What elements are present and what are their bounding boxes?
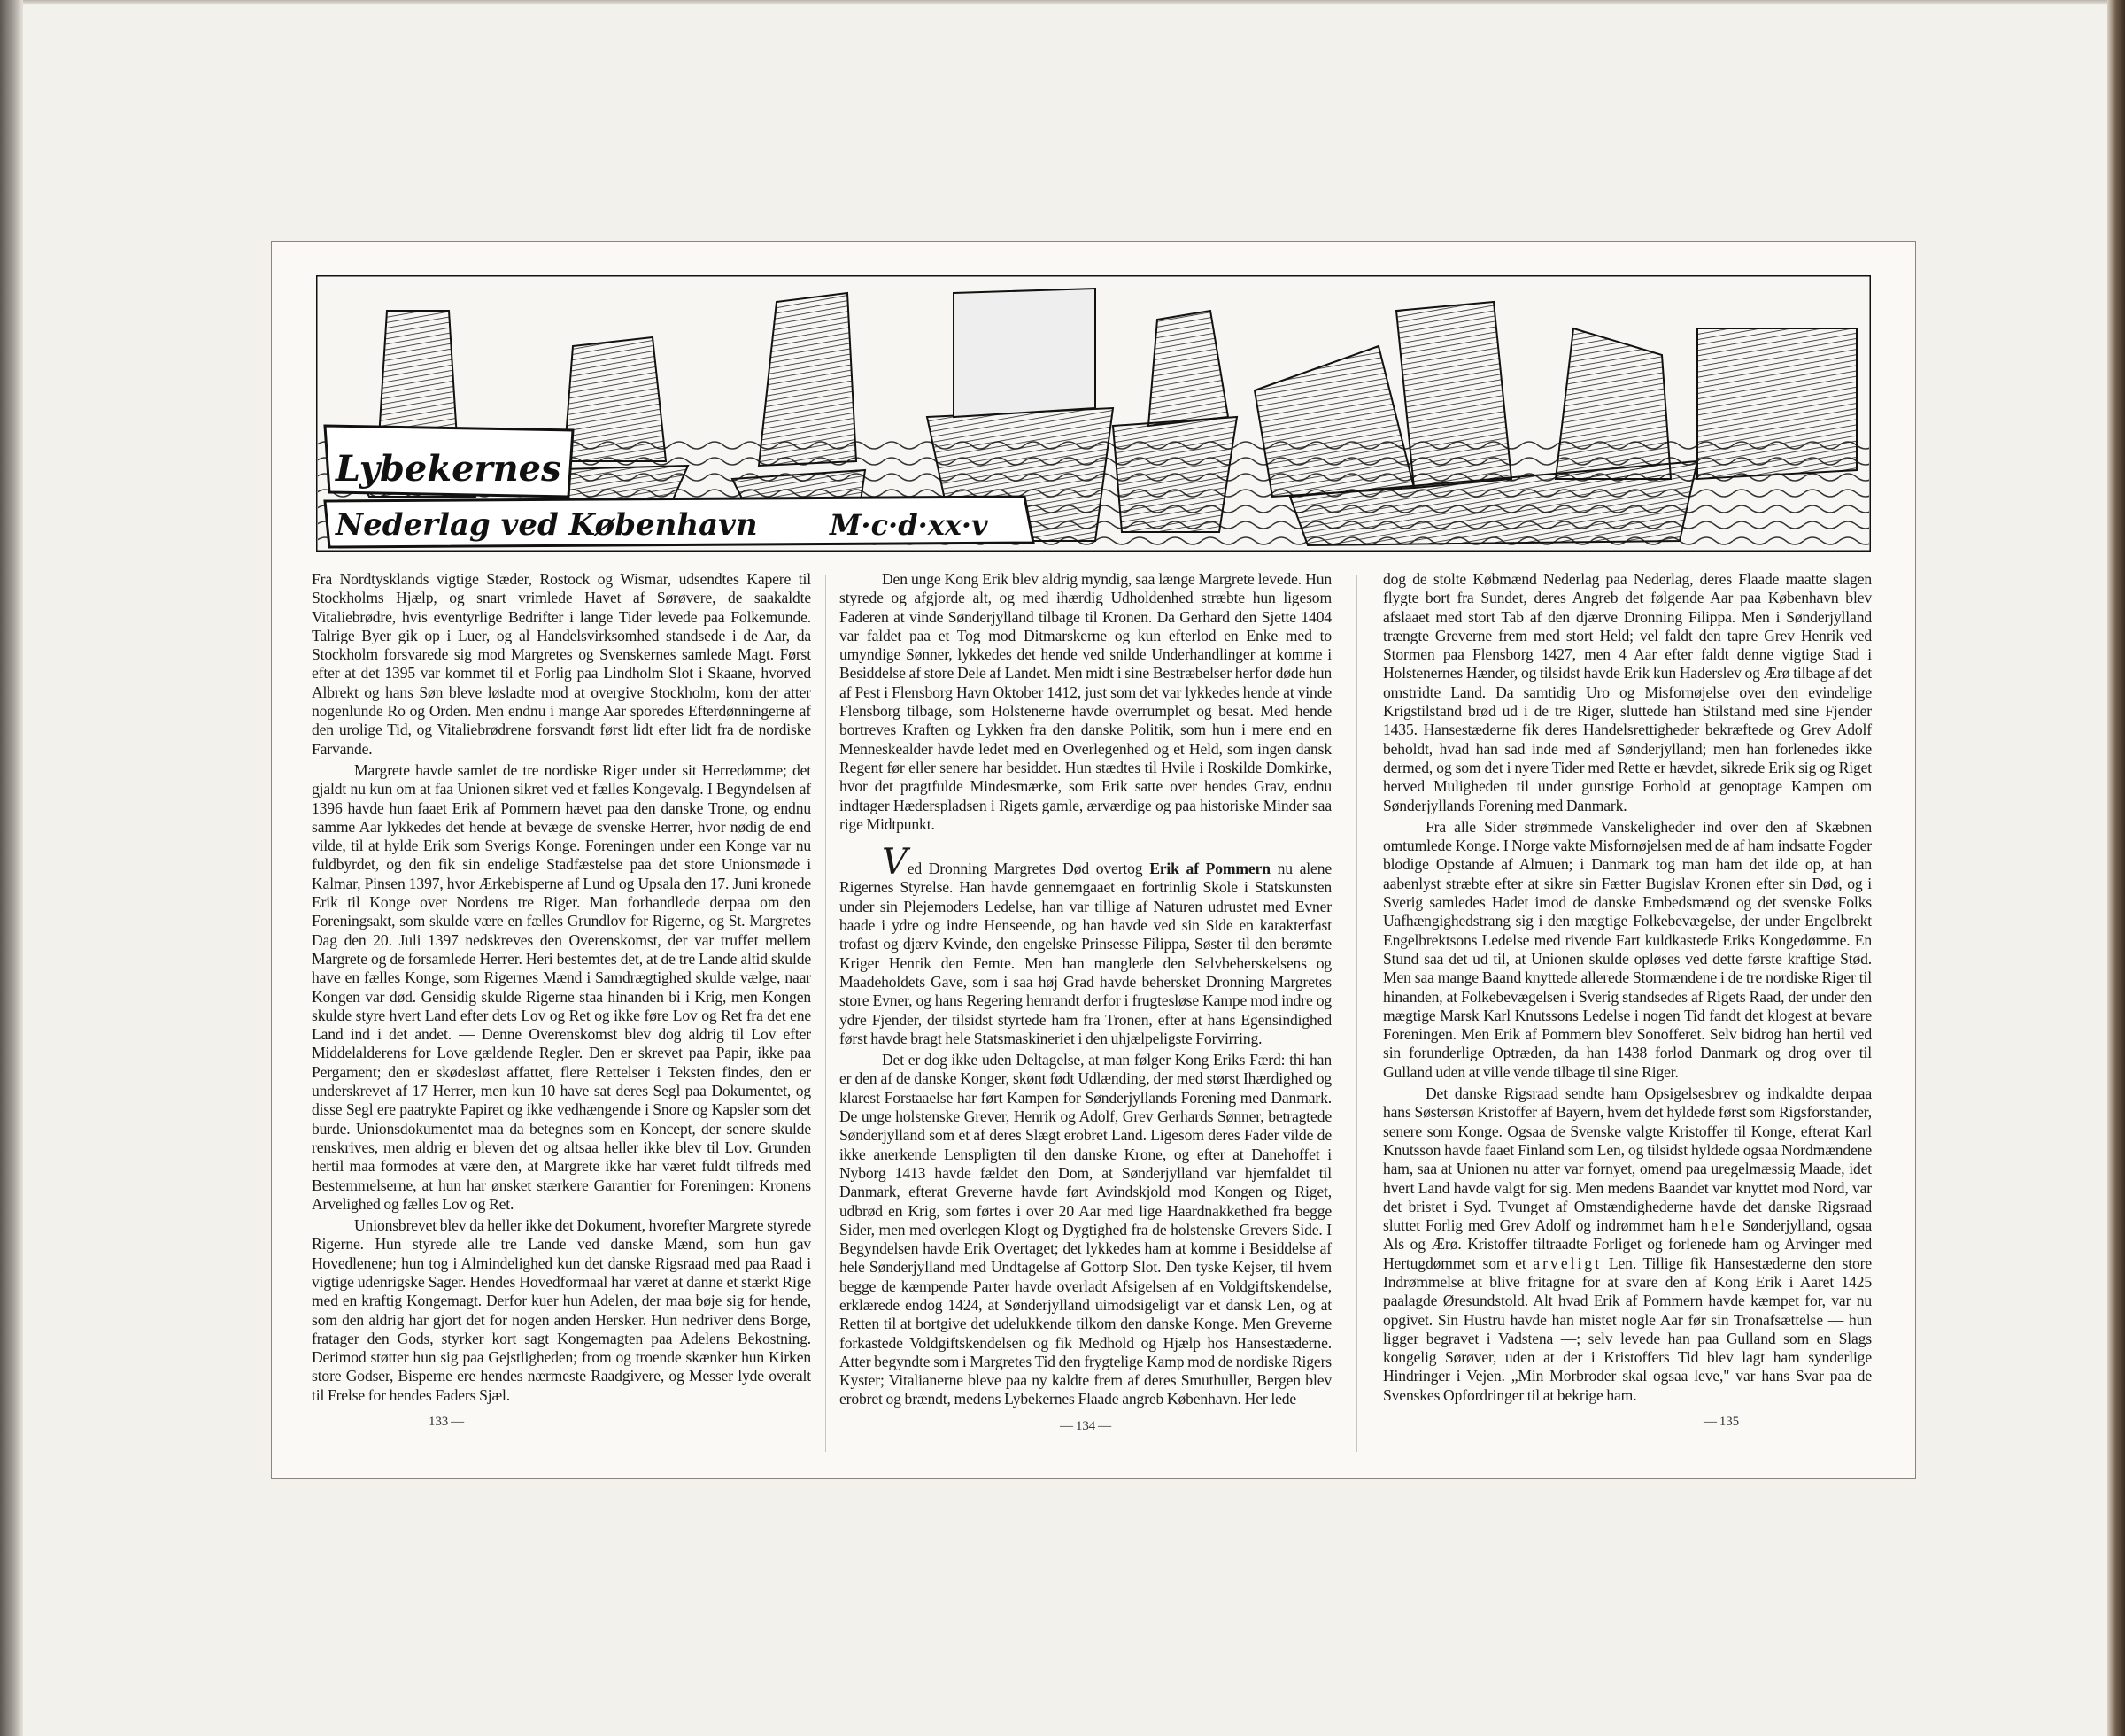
paragraph (1383, 1084, 1872, 1405)
section-name: Erik af Pommern (1149, 860, 1271, 878)
paragraph: Margrete havde samlet de tre nordiske Riger under sit Herredømme; det gjaldt nu kun om at faa Unionen sikret ved et fælles Kongevalg. I Begyndelsen af 1396 havde hun faaet Erik af Pommern hævet paa den danske Trone, og endnu samme Aar lykkedes det hende at bevæge de svenske Herrer, hvor nødig de end vilde, til at hylde Erik som Sverigs Konge. Foreningen under een Konge var nu fuldbyrdet, og den fik sin endelige Stadfæstelse paa det store Unionsmøde i Kalmar, Pinsen 1397, hvor Ærkebisperne af Lund og Upsala den 17. Juni kronede Erik til Konge over Nordens tre Riger. Man forhandlede derpaa om den Foreningsakt, som skulde være en fælles Grundlov for Rigerne, og St. Margretes Dag den 20. Juli 1397 nedskreves den Overenskomst, der var truffet mellem Margrete og de forsamlede Herrer. Heri bestemtes det, at de tre Lande altid skulde have en fælles Konge, som Rigernes Mænd i Samdrægtighed skulde vælge, naar Kongen var død. Gensidig skulde Rigerne staa hinanden bi i Krig, men Kongen skulde styre hvert Land efter dets Lov og Ret og ikke føre Lov og Ret fra det ene Land ind i det andet. — Denne Overenskomst blev dog aldrig til Lov efter Middelalderens for Love gældende Regler. Den er skrevet paa Papir, ikke paa Pergament; den er skødesløst affattet, flere Rettelser i Teksten findes, den er underskrevet af 17 Herrer, men kun 10 have sat deres Segl paa Dokumentet, og disse Segl ere paatrykte Papiret og ikke vedhængende i Snore og Kapsler som det burde. Unionsdokumentet maa da betegnes som en Koncept, der senere skulde renskrives, men aldrig er bleven det og altsaa heller ikke blev til Lov. Grunden hertil maa formodes at være den, at Margrete ikke har været fuldt tilfreds med Bestemmelserne, at hun har ønsket stærkere Garantier for Foreningen: Kronens Arvelighed og fælles Lov og Ret. (312, 760, 811, 1213)
section-paragraph (839, 842, 1332, 1048)
emphasis: arveligt (1533, 1254, 1603, 1272)
text: Sønderjylland, ogsaa Als og Ærø. Kristoffer tiltraadte Forliget og forlenede ham og Arvinger med Hertugdømmet som et (1383, 1216, 1872, 1272)
section-lead: ed Dronning Margretes Død overtog (907, 860, 1150, 878)
page-top-edge (23, 0, 2107, 5)
banner-title-line1: Lybekernes (336, 448, 561, 490)
text-column-1 (312, 570, 811, 1430)
banner-year: M·c·d·xx·v (830, 508, 988, 542)
paragraph: Unionsbrevet blev da heller ikke det Dokument, hvorefter Margrete styrede Rigerne. Hun styrede alle tre Lande ved danske Mænd, som hun gav Hovedlenene; hun tog i Almindelighed kun det danske Rigsraad med paa Raad i vigtige udenrigske Sager. Hendes Hovedformaal har været at danne et stærkt Rige med en kraftig Kongemagt. Derfor kuer hun Adelen, der maa bøje sig for hende, som den aldrig har gjort det for nogen anden Hersker. Hun nedriver dens Borge, fratager den Gods, styrker kort sagt Kongemagten paa Adelens Bekostning. Derimod støtter hun sig paa Gejstligheden; from og troende skænker hun Kirken store Godser, Bisperne ere hendes nærmeste Raadgivere, og Messer lyde overalt til Frelse for hendes Faders Sjæl. (312, 1216, 811, 1404)
banner-title-line2: Nederlag ved København (336, 507, 758, 543)
paragraph: Den unge Kong Erik blev aldrig myndig, saa længe Margrete levede. Hun styrede og afgjorde alt, og med ihærdig Udholdenhed stræbte hun ligesom Faderen at vinde Sønderjylland tilbage til Kronen. Da Gerhard den Sjette 1404 var faldet paa et Tog mod Ditmarskerne og kun efterlod en Enke med to umyndige Sønner, lykkedes det hende ved snilde Underhandlinger at komme i Besiddelse af store Dele af Landet. Men midt i sine Bestræbelser herfor døde hun af Pest i Flensborg Havn Oktober 1412, just som det var lykkedes hende at vinde Flensborg tilbage, som Holstenerne havde overrumplet og besat. Med hende bortreves Kraften og Lykken fra den danske Politik, som hun i mere end en Menneskealder havde ledet med en Overlegenhed og et Held, som ingen dansk Regent før eller senere har besiddet. Hun stædtes til Hvile i Roskilde Domkirke, hvor det pragtfulde Mindesmærke, som Erik satte over hendes Grav, endnu indtager Hæderspladsen i Rigets gamle, ærværdige og paa historiske Minder saa rige Midtpunkt. (839, 570, 1332, 833)
section-text: nu alene Rigernes Styrelse. Han havde gennemgaaet en fortrinlig Skole i Statskunsten under sin Plejemoders Ledelse, han var tillige af Naturen udrustet med Evner baade i ydre og indre Henseende, og han havde ved sin Side en karakterfast trofast og djærv Kvinde, den engelske Prinsesse Filippa, Søster til den berømte Kriger Henrik den Femte. Men han manglede den Selvbeherskelsens og Maadeholdets Gave, som i saa høj Grad havde behersket Dronning Margretes store Evner, og hans Regering henrandt derfor i frugtesløse Kampe mod indre og ydre Fjender, der tilsidst styrtede ham fra Tronen, efter at hans Egensindighed først havde bragt hele Statsmaskineriet i den uhjælpeligste Forvirring. (839, 860, 1332, 1047)
drop-initial: V (882, 842, 908, 883)
page-number-135: — 135 (1703, 1415, 1739, 1430)
book-binding-right (2107, 0, 2125, 1736)
text: Len. Tillige fik Hansestæderne den store Indrømmelse at blive fritagne for at svare den af Kong Erik i Aaret 1425 paalagde Øresundstold. Alt hvad Erik af Pommern havde kæmpet for, var nu opgivet. Sin Hustru havde han mistet nogle Aar før sin Tronafsættelse — hun ligger begravet i Vadstena —; selv levede han paa Gulland som en Slags kongelig Sørøver, uden at der i Kristoffers Tid blev lagt ham synderlige Hindringer i Vejen. „Min Morbroder skal ogsaa leve," var hans Svar paa de Svenskes Opfordringer til at bekrige ham. (1383, 1254, 1872, 1404)
book-binding-left (0, 0, 23, 1736)
page-number-134: — 134 — (1060, 1418, 1111, 1433)
page-number-133: 133 — (429, 1415, 465, 1430)
paragraph: Fra alle Sider strømmede Vanskeligheder ind over den af Skæbnen omtumlede Konge. I Norge vakte Misfornøjelsen med de af ham indsatte Fogder blodige Opstande af Almuen; i Danmark tog man ham det ilde op, at han aabenlyst stræbte efter at sikre sin Fætter Bugislav Kronen efter sin Død, og i Sverig samledes Hadet imod de danske Embedsmænd og det svenske Folks Uafhængighedstrang sig i den mægtige Folkebevægelse, der under Engelbrekt Engelbrektsons Ledelse med rivende Fart kuldkastede Eriks Kongedømme. En Stund saa det ud til, at Unionen skulde opløses ved dette første kraftige Stød. Men saa mange Baand knyttede allerede Stormændene i de tre nordiske Riger til hinanden, at Folkebevægelsen i Sverig standsedes af Rigets Raad, der under den mægtige Marsk Karl Knutssons Ledelse i nogen Tid fandt det klogest at bevare Foreningen. Men Erik af Pommern blev Sonofferet. Selv bidrog han hertil ved sin forunderlige Optræden, da han 1438 forlod Danmark og drog over til Gulland uden at ville vende tilbage til sine Riger. (1383, 817, 1872, 1081)
emphasis: hele (1700, 1216, 1737, 1235)
paragraph: dog de stolte Købmænd Nederlag paa Nederlag, deres Flaade maatte slagen flygte bort fra Sundet, deres Angreb det følgende Aar paa København blev afslaaet med stort Tab af den djærve Dronning Filippa. Men i Sønderjylland trængte Greverne frem med stort Held; vel faldt den tapre Grev Henrik ved Stormen paa Flensborg 1427, men 4 Aar efter faldt denne vigtige Stad i Holstenernes Hænder, og tilsidst havde Erik kun Haderslev og Ærø tilbage af det omstridte Land. Da samtidig Uro og Misfornøjelse over den evindelige Krigstilstand brød ud i de tre Riger, sluttede han Stilstand med sine Fjender 1435. Hansestæderne fik deres Handelsrettigheder bekræftede og Grev Adolf beholdt, hvad han sad inde med af Sønderjylland; men han forlenedes ikke dermed, og som det i nyere Tider med Rette er hævdet, sikrede Erik sig og Riget herved Muligheden til under gunstige Forhold at genoptage Kampen om Sønderjyllands Forening med Danmark. (1383, 570, 1872, 814)
column-divider (1356, 575, 1357, 1452)
naval-battle-illustration (316, 275, 1871, 552)
text: Det danske Rigsraad sendte ham Opsigelsesbrev og indkaldte derpaa hans Søstersøn Kristoffer af Bayern, hvem det hyldede først som Rigsforstander, senere som Konge. Ogsaa de Svenske valgte Kristoffer til Konge, efterat Karl Knutsson havde faaet Finland som Len, og tilsidst hyldede ogsaa Nordmændene ham, saa at Unionen nu atter var fornyet, omend paa uregelmæssig Maade, idet hvert Land havde valgt for sig. Men medens Baandet var knyttet mod Nord, var det bristet i Syd. Tvunget af Omstændighederne havde det danske Rigsraad sluttet Forlig med Grev Adolf og indrømmet ham (1383, 1084, 1872, 1235)
paragraph: Fra Nordtysklands vigtige Stæder, Rostock og Wismar, udsendtes Kapere til Stockholms Hjælp, og snart vrimlede Havet af Sørøvere, de saakaldte Vitaliebrødre, hvis eventyrlige Bedrifter i lange Tider levede paa Folkemunde. Talrige Byer gik op i Luer, og al Handelsvirksomhed standsede i de Aar, da Stockholm forsvarede sig mod Margretes og Svenskernes samlede Magt. Først efter at det 1395 var kommet til et Forlig paa Lindholm Slot i Skaane, hvorved Albrekt og hans Søn bleve løsladte mod at overgive Stockholm, kom der atter nogenlunde Ro og Orden. Men endnu i mange Aar sporedes Efterdønningerne af den urolige Tid, og Vitaliebrødrene forsvandt først lidt efter lidt fra de nordiske Farvande. (312, 570, 811, 758)
column-divider (825, 575, 826, 1452)
text-column-2 (839, 570, 1332, 1434)
text-column-3 (1383, 570, 1872, 1430)
paragraph: Det er dog ikke uden Deltagelse, at man følger Kong Eriks Færd: thi han er den af de danske Konger, skønt født Udlænding, der med størst Ihærdighed og klarest Forstaaelse har ført Kampen for Sønderjyllands Forening med Danmark. De unge holstenske Grever, Henrik og Adolf, Grev Gerhards Sønner, betragtede Sønderjylland som et af deres Slægt erobret Land. Ligesom deres Fader vilde de ikke anerkende Lenspligten til den danske Krone, og efter at Danehoffet i Nyborg 1413 havde fældet den Dom, at Sønderjylland var hjemfaldet til Danmark, efterat Greverne havde ført Avindskjold mod Kongen og Riget, udbrød en Krig, som førtes i over 20 Aar med lige Haardnakkethed fra begge Sider, men med overlegen Klogt og Dygtighed fra de holstenske Grevers Side. I Begyndelsen havde Erik Overtaget; det lykkedes ham at komme i Besiddelse af hele Sønderjylland med Undtagelse af Gottorp Slot. Den tyske Kejser, til hvem begge de kæmpende Parter havde overladt Afsigelsen af en Voldgiftskendelse, erklærede endog 1424, at Sønderjylland uimodsigeligt var et dansk Len, og at Retten til at bortgive det udelukkende tilkom den danske Konge. Men Greverne forkastede Voldgiftskendelsen og fik Medhold og Hjælp hos Hansestæderne. Atter begyndte som i Margretes Tid den frygtelige Kamp mod de nordiske Rigers Kyster; Vitalianerne bleve paa ny kaldte frem af deres Smuthuller, Bergen blev erobret og brændt, medens Lybekernes Flaade angreb København. Her lede (839, 1051, 1332, 1408)
